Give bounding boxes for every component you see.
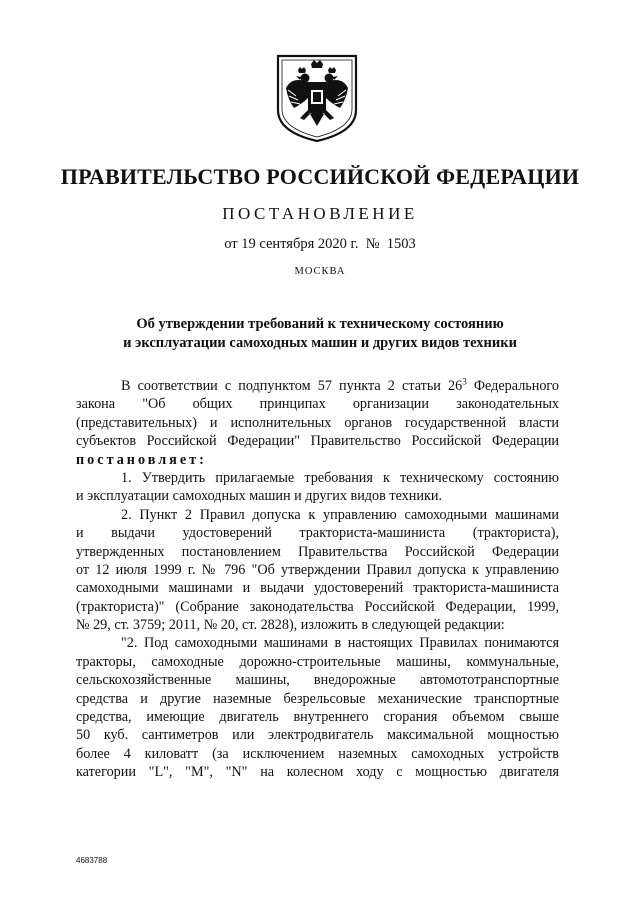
- russian-coat-of-arms-icon: [274, 52, 360, 144]
- body-line: категории "L", "M", "N" на колесном ходу с мощностью двигателя: [76, 764, 559, 781]
- body-line: (представительных) и исполнительных органов государственной власти: [76, 414, 559, 431]
- body-line: и выдачи удостоверений тракториста-машиниста (тракториста),: [76, 525, 559, 542]
- body-line: сельскохозяйственные машины, внедорожные автомототранспортные: [76, 672, 559, 689]
- body-line: и эксплуатации самоходных машин и других видов техники.: [76, 488, 442, 505]
- body-line-text: Федерального: [466, 378, 559, 394]
- document-body: [76, 377, 559, 782]
- body-line: [76, 377, 559, 395]
- body-line: средства и другие наземные безрельсовые механические транспортные: [76, 690, 559, 707]
- body-line: средства, имеющие двигатель внутреннего сгорания объемом свыше: [76, 709, 559, 726]
- body-line: № 29, ст. 3759; 2011, № 20, ст. 2828), изложить в следующей редакции:: [76, 617, 505, 634]
- body-line: 50 куб. сантиметров или электродвигатель максимальной мощностью: [76, 727, 559, 744]
- body-line: субъектов Российской Федерации" Правительство Российской Федерации: [76, 433, 559, 450]
- body-line: "2. Под самоходными машинами в настоящих Правилах понимаются: [121, 635, 559, 652]
- body-line-text: В соответствии с подпунктом 57 пункта 2 статьи 26: [121, 378, 463, 394]
- document-title: [0, 315, 640, 353]
- body-line: самоходными машинами и выдачи удостоверений тракториста-машиниста: [76, 580, 559, 597]
- decree-verb: постановляет:: [76, 451, 207, 468]
- superscript: 3: [462, 376, 467, 387]
- body-line: (тракториста)" (Собрание законодательства Российской Федерации, 1999,: [76, 598, 559, 615]
- body-line: 2. Пункт 2 Правил допуска к управлению самоходными машинами: [121, 506, 559, 523]
- body-line: закона "Об общих принципах организации законодательных: [76, 396, 559, 413]
- body-line: от 12 июля 1999 г. № 796 "Об утверждении Правил допуска к управлению: [76, 561, 559, 578]
- document-title-line: Об утверждении требований к техническому состоянию: [136, 316, 504, 332]
- document-city: МОСКВА: [294, 266, 346, 277]
- body-line: тракторы, самоходные дорожно-строительные машины, коммунальные,: [76, 653, 559, 670]
- body-line: утвержденных постановлением Правительства Российской Федерации: [76, 543, 559, 560]
- document-type: ПОСТАНОВЛЕНИЕ: [222, 204, 418, 223]
- document-date-number: от 19 сентября 2020 г. № 1503: [224, 236, 416, 252]
- body-line: 1. Утвердить прилагаемые требования к техническому состоянию: [121, 469, 559, 486]
- body-line: [76, 451, 559, 469]
- footer-document-code: 4683788: [76, 856, 108, 865]
- government-name: ПРАВИТЕЛЬСТВО РОССИЙСКОЙ ФЕДЕРАЦИИ: [60, 164, 580, 189]
- body-line: более 4 киловатт (за исключением наземных самоходных устройств: [76, 745, 559, 762]
- document-title-line: и эксплуатации самоходных машин и других видов техники: [123, 335, 517, 351]
